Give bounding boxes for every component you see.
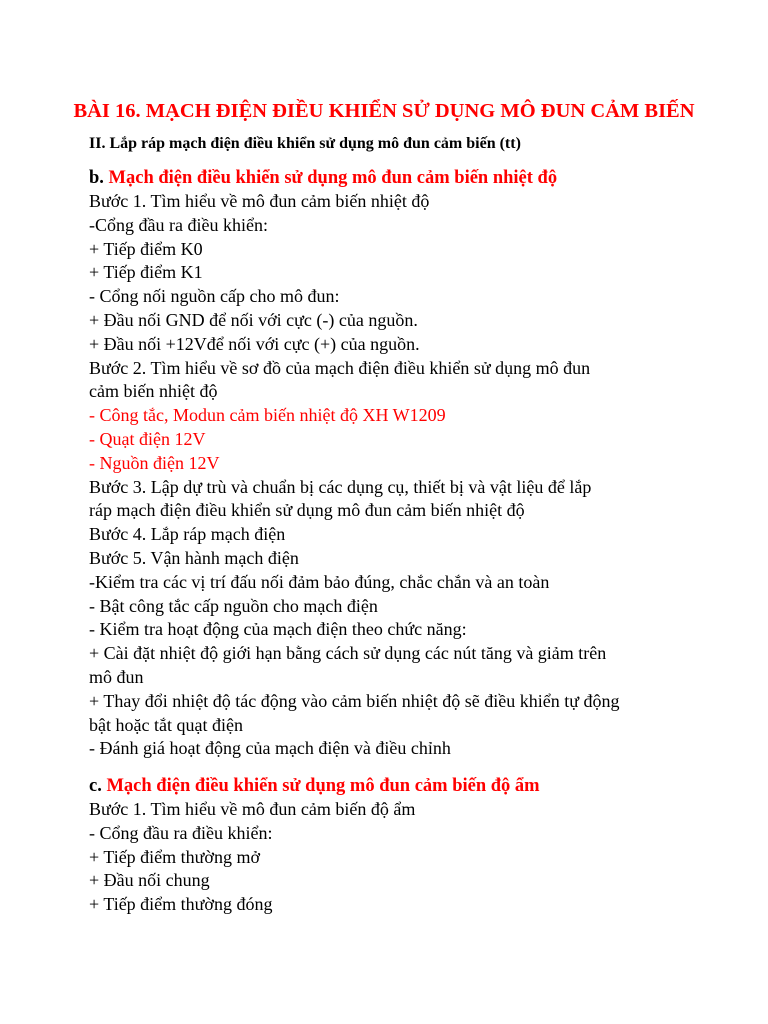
line: mô đun [89,666,144,687]
line: - Đánh giá hoạt động của mạch điện và điều chỉnh [89,738,451,759]
line: bật hoặc tắt quạt điện [89,714,243,735]
line: + Đầu nối chung [89,870,210,891]
section-c-heading [89,774,709,798]
line: + Đầu nối +12Vđể nối với cực (+) của nguồn. [89,333,420,354]
section-b-heading [89,166,709,190]
section-b [89,166,709,761]
section-subtitle: II. Lắp ráp mạch điện điều khiển sử dụng mô đun cảm biến (tt) [89,135,521,152]
line: Bước 1. Tìm hiểu về mô đun cảm biến độ ẩm [89,799,416,819]
line: cảm biến nhiệt độ [89,381,218,402]
section-c [89,774,709,917]
section-b-label: b. [89,168,104,188]
line: - Kiểm tra hoạt động của mạch điện theo chức năng: [89,619,467,640]
component-item: - Nguồn điện 12V [89,452,220,473]
line: + Thay đổi nhiệt độ tác động vào cảm biến nhiệt độ sẽ điều khiển tự động [89,690,620,711]
lesson-title: BÀI 16. MẠCH ĐIỆN ĐIỀU KHIỂN SỬ DỤNG MÔ ĐUN CẢM BIẾN [73,100,695,122]
line: + Tiếp điểm K1 [89,262,203,283]
line: -Cổng đầu ra điều khiển: [89,214,268,235]
line: + Cài đặt nhiệt độ giới hạn bằng cách sử dụng các nút tăng và giảm trên [89,643,607,664]
line: - Cổng đầu ra điều khiển: [89,822,273,843]
section-b-title: Mạch điện điều khiển sử dụng mô đun cảm biến nhiệt độ [108,168,558,188]
line: Bước 2. Tìm hiểu về sơ đồ của mạch điện điều khiển sử dụng mô đun [89,357,591,378]
line: - Cổng nối nguồn cấp cho mô đun: [89,286,340,307]
line: + Đầu nối GND để nối với cực (-) của nguồn. [89,309,418,330]
section-c-title: Mạch điện điều khiển sử dụng mô đun cảm biến độ ẩm [106,776,540,796]
line: + Tiếp điểm thường đóng [89,894,273,915]
line: Bước 4. Lắp ráp mạch điện [89,524,286,545]
line: -Kiểm tra các vị trí đấu nối đảm bảo đúng, chắc chắn và an toàn [89,571,550,592]
line: + Tiếp điểm K0 [89,238,203,259]
line: Bước 1. Tìm hiểu về mô đun cảm biến nhiệt độ [89,191,430,211]
component-item: - Quạt điện 12V [89,428,206,449]
line: Bước 3. Lập dự trù và chuẩn bị các dụng cụ, thiết bị và vật liệu để lắp [89,476,592,497]
line: Bước 5. Vận hành mạch điện [89,547,299,568]
component-item: - Công tắc, Modun cảm biến nhiệt độ XH W1209 [89,405,446,426]
line: ráp mạch điện điều khiển sử dụng mô đun cảm biến nhiệt độ [89,500,525,521]
line: + Tiếp điểm thường mở [89,846,260,867]
section-c-label: c. [89,776,102,796]
line: - Bật công tắc cấp nguồn cho mạch điện [89,595,378,616]
